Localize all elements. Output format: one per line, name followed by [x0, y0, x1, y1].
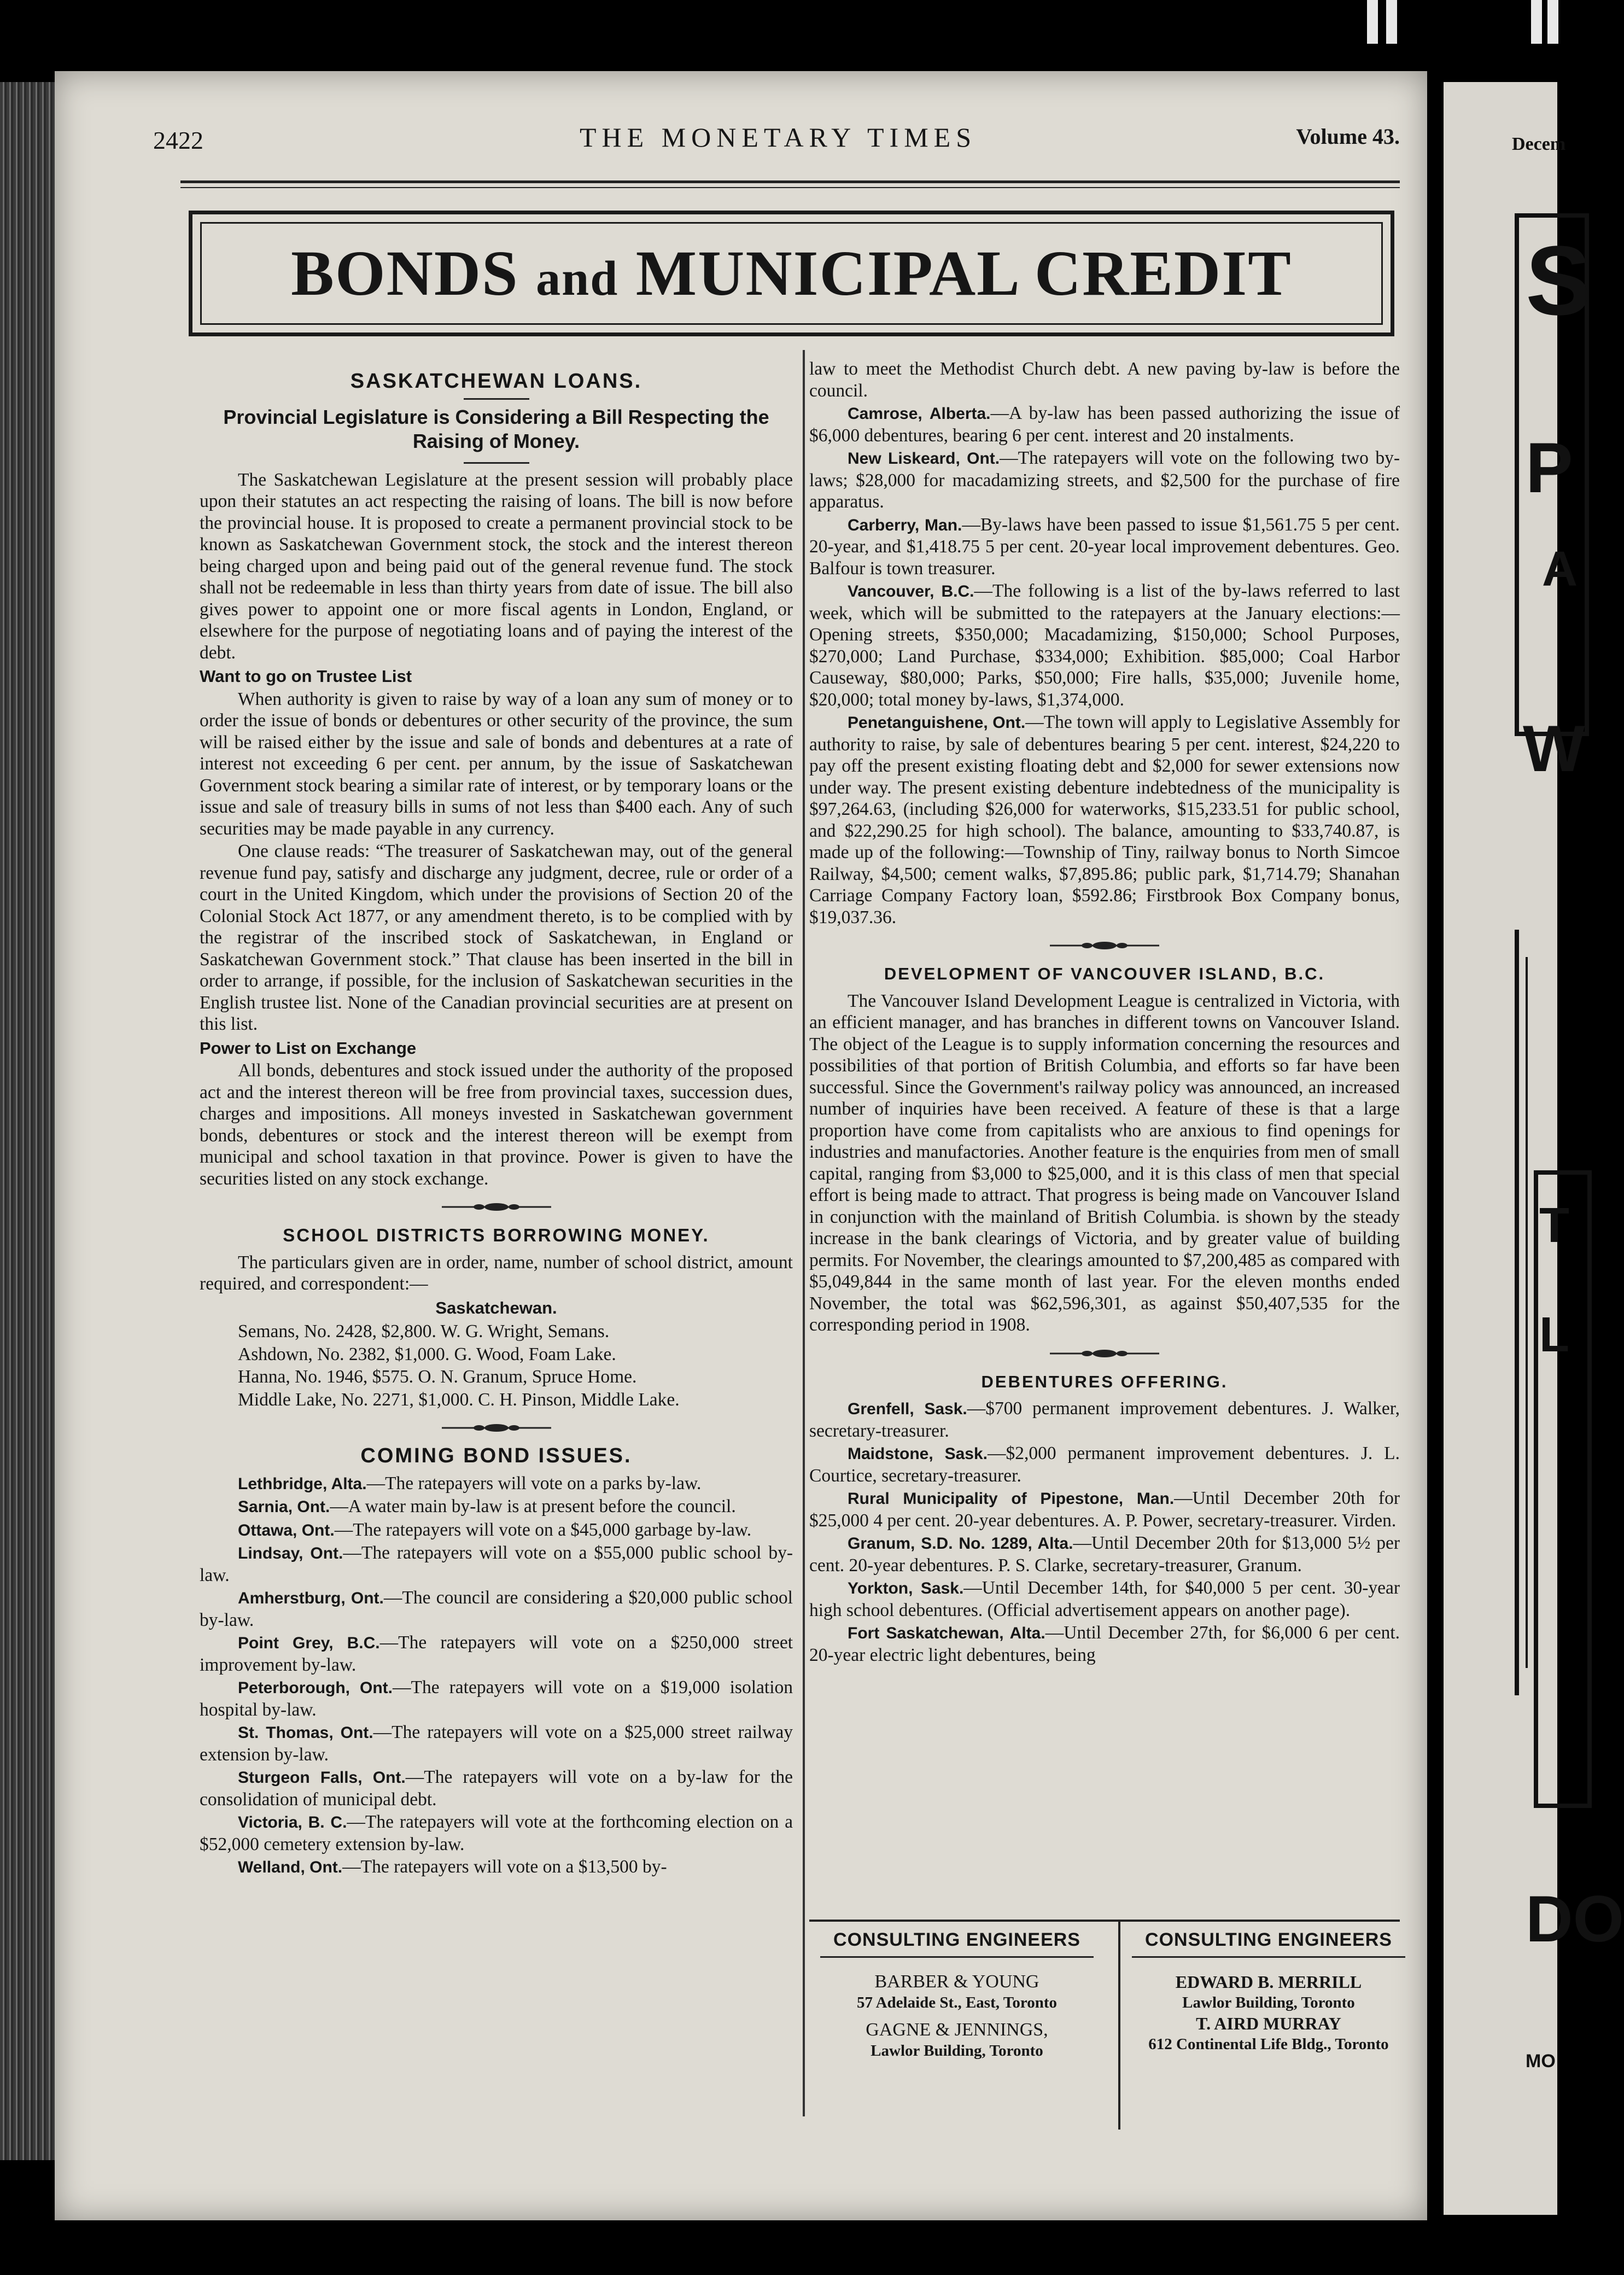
place-name: Penetanguishene, Ont. [848, 714, 1026, 732]
place-name: Grenfell, Sask. [848, 1400, 967, 1418]
ornament-divider [1050, 1348, 1159, 1359]
list-item [200, 1496, 793, 1518]
advertisement-cards [809, 1920, 1400, 2130]
adjacent-letter: A [1542, 542, 1578, 597]
place-name: Sturgeon Falls, Ont. [238, 1769, 406, 1787]
list-item [809, 1532, 1400, 1576]
paragraph: One clause reads: “The treasurer of Saskatchewan may, out of the general revenue fund pay, satisfy and discharge any judgment, decree, rule or order of a court in the United Kingdom, which under the provisions of Section 20 of the Colonial Stock Act 1877, or any amendment thereto, is to be complied with by the registrar of the inscribed stock of Saskatchewan, in England or Saskatchewan Government stock.” That clause has been inserted in the bill in order to arrange, if possible, for the inclusion of Saskatchewan securities in the English trustee list. None of the Canadian provincial securities are at present on this list. [200, 841, 793, 1034]
side-heading: Power to List on Exchange [200, 1038, 417, 1058]
paragraph: When authority is given to raise by way of a loan any sum of money or to order the issue of bonds or debentures or other security of the province, the sum will be raised either by the issue and sale of bonds and debentures at a rate of interest not exceeding 6 per cent. per annum, by the issue of Saskatchewan Government stock bearing a similar rate of interest, or by temporary loans or the issue and sale of treasury bills in sums of not less than $400 each. Any of such securities may be made payable in any currency. [200, 689, 793, 839]
place-name: Point Grey, B.C. [238, 1634, 380, 1652]
place-name: Rural Municipality of Pipestone, Man. [848, 1490, 1175, 1508]
section-title [291, 236, 1292, 311]
place-name: Victoria, B. C. [238, 1813, 347, 1831]
adjacent-rule [1515, 930, 1519, 1695]
heading-rule [464, 462, 529, 464]
title-word: MUNICIPAL CREDIT [635, 237, 1292, 309]
item-text: —The ratepayers will vote on a by-law for the consolidation of municipal debt. [200, 1767, 793, 1810]
place-name: Lindsay, Ont. [238, 1544, 343, 1562]
list-item [200, 1632, 793, 1676]
left-column [200, 361, 793, 1880]
firm-address: Lawlor Building, Toronto [871, 2042, 1043, 2060]
list-item: Hanna, No. 1946, $575. O. N. Granum, Spruce Home. [238, 1367, 637, 1387]
list-item [200, 1519, 793, 1542]
header-rule [180, 180, 1400, 183]
item-text: —$700 permanent improvement debentures. J. Walker, secretary-treasurer. [809, 1398, 1400, 1441]
adjacent-page [1444, 82, 1624, 2215]
item-text: —Until December 27th, for $6,000 6 per cent. 20-year electric light debentures, being [809, 1623, 1400, 1665]
paragraph: The Vancouver Island Development League is centralized in Victoria, with an efficient manager, and has branches in different towns on Vancouver Island. The object of the League is to supply information concerning the resources and possibilities of that portion of British Columbia, and efforts so far have been successful. Since the Government's railway policy was announced, an increased number of inquiries have been received. A feature of these is that a large proportion have come from capitalists who are anxious to find openings for industries and manufactories. Another feature is the enquiries from men of small capital, ranging from $3,000 to $25,000, and it is this class of men that special effort is being made to attract. That progress is being made on Vancouver Island in conjunction with the mainland of British Columbia. is shown by the steady increase in the bank clearings of Victoria, and by greater value of building permits. For November, the clearings amounted to $7,200,485 as compared with $5,049,844 in the same month of last year. For the eleven months ended November, the total was $62,596,301, as against $50,407,535 for the corresponding period in 1908. [809, 990, 1400, 1335]
place-name: Granum, S.D. No. 1289, Alta. [848, 1535, 1073, 1553]
firm-address: 612 Continental Life Bldg., Toronto [1148, 2035, 1389, 2053]
place-name: Yorkton, Sask. [848, 1579, 964, 1597]
place-name: Ottawa, Ont. [238, 1521, 335, 1539]
list-item [809, 402, 1400, 446]
right-column [809, 358, 1400, 1667]
adjacent-letter: MO [1526, 2051, 1556, 2072]
item-text: —The ratepayers will vote on a parks by-law. [366, 1473, 702, 1494]
adjacent-letter: DO [1526, 1882, 1624, 1956]
card-heading: CONSULTING ENGINEERS [833, 1929, 1080, 1950]
article-heading: DEVELOPMENT OF VANCOUVER ISLAND, B.C. [884, 964, 1325, 983]
list-item [809, 1443, 1400, 1486]
ornament-divider [442, 1201, 551, 1212]
card-rule [820, 1956, 1094, 1958]
item-text: —The ratepayers will vote on a $19,000 isolation hospital by-law. [200, 1677, 793, 1720]
item-text: —The council are considering a $20,000 public school by-law. [200, 1588, 793, 1630]
item-text: —The ratepayers will vote on a $45,000 garbage by-law. [334, 1519, 752, 1540]
adjacent-letter: S [1526, 226, 1592, 336]
item-text: —$2,000 permanent improvement debentures. J. L. Courtice, secretary-treasurer. [809, 1443, 1400, 1486]
title-word: BONDS [291, 237, 519, 309]
list-item [809, 1622, 1400, 1666]
card-rule [1132, 1956, 1405, 1958]
engineer-card [809, 1929, 1105, 2061]
list-item [200, 1766, 793, 1810]
list-item [809, 580, 1400, 710]
volume-label: Volume 43. [1296, 124, 1400, 149]
place-name: Amherstburg, Ont. [238, 1589, 384, 1607]
adjacent-box [1534, 1170, 1592, 1808]
paragraph: law to meet the Methodist Church debt. A new paving by-law is before the council. [809, 359, 1400, 401]
firm-name: BARBER & YOUNG [874, 1971, 1039, 1992]
article-heading: SASKATCHEWAN LOANS. [350, 370, 642, 393]
adjacent-letter: W [1523, 712, 1585, 785]
list-item: Middle Lake, No. 2271, $1,000. C. H. Pinson, Middle Lake. [238, 1389, 680, 1410]
list-item [200, 1473, 793, 1495]
paragraph: All bonds, debentures and stock issued under the authority of the proposed act and the interest thereon will be free from provincial taxes, succession dues, charges and impositions. All moneys invested in Saskatchewan government bonds, debentures or stock and the interest thereon will be exempt from municipal and school taxation in that province. Power is given to have the securities listed on any stock exchange. [200, 1060, 793, 1189]
scan-marker [1531, 0, 1542, 44]
item-text: —The ratepayers will vote on a $25,000 street railway extension by-law. [200, 1722, 793, 1765]
article-heading: SCHOOL DISTRICTS BORROWING MONEY. [283, 1225, 710, 1245]
place-name: Vancouver, B.C. [848, 582, 974, 600]
list-item [809, 1398, 1400, 1442]
title-word: and [536, 252, 619, 306]
item-text: —The ratepayers will vote on a $55,000 public school by-law. [200, 1543, 793, 1585]
scan-marker [1547, 0, 1558, 44]
firm-name: GAGNE & JENNINGS, [866, 2020, 1048, 2040]
side-heading: Want to go on Trustee List [200, 667, 412, 686]
column-divider [803, 350, 805, 2116]
firm-name: EDWARD B. MERRILL [1175, 1972, 1362, 1992]
article-heading: DEBENTURES OFFERING. [981, 1372, 1228, 1391]
item-text: —By-laws have been passed to issue $1,561.75 5 per cent. 20-year, and $1,418.75 5 per cent. 20-year local improvement debentures. Geo. Balfour is town treasurer. [809, 514, 1400, 579]
article-heading: COMING BOND ISSUES. [360, 1444, 632, 1467]
list-item [809, 1488, 1400, 1531]
place-name: New Liskeard, Ont. [848, 450, 1000, 468]
list-item [200, 1542, 793, 1586]
engineer-card [1121, 1929, 1416, 2054]
heading-rule [464, 398, 529, 400]
item-text: —The ratepayers will vote at the forthcoming election on a $52,000 cemetery extension by-law. [200, 1812, 793, 1854]
header-rule [180, 187, 1400, 188]
page-header [153, 122, 1400, 159]
place-name: Peterborough, Ont. [238, 1679, 393, 1697]
adjacent-header: Decem [1512, 134, 1566, 154]
firm-address: 57 Adelaide St., East, Toronto [856, 1994, 1058, 2011]
scan-marker [1386, 0, 1397, 44]
ornament-divider [1050, 940, 1159, 951]
ornament-divider [442, 1422, 551, 1433]
place-name: Lethbridge, Alta. [238, 1474, 367, 1493]
item-text: —A water main by-law is at present before the council. [330, 1496, 736, 1516]
section-title-box [189, 211, 1394, 336]
list-item: Ashdown, No. 2382, $1,000. G. Wood, Foam Lake. [238, 1344, 616, 1364]
item-text: —The following is a list of the by-laws referred to last week, which will be submitted to the ratepayers at the January elections:—Opening streets, $350,000; Macadamizing, $150,000; School Purposes, $270,000; Land Purchase, $334,000; Exhibition. $85,000; Coal Harbor Causeway, $80,000; Parks, $50,000; Fire halls, $35,000; Juvenile home, $20,000; total money by-laws, $1,374,000. [809, 581, 1400, 710]
paragraph: The Saskatchewan Legislature at the present session will probably place upon their statutes an act respecting the raising of loans. The bill is now before the provincial house. It is proposed to create a permanent provincial stock to be known as Saskatchewan Government stock, the stock and the interest thereon being charged upon and being paid out of the general revenue fund. The stock shall not be redeemable in less than thirty years from date of issue. The bill also gives power to appoint one or more fiscal agents in London, England, or elsewhere for the purpose of negotiating loans and of paying the interest of the debt. [200, 469, 793, 663]
item-text: —Until December 20th for $25,000 4 per cent. 20-year debentures. A. P. Power, secretary-treasurer. Virden. [809, 1488, 1400, 1531]
card-heading: CONSULTING ENGINEERS [1145, 1929, 1392, 1950]
list-item [809, 711, 1400, 928]
list-item [200, 1811, 793, 1855]
province-heading: Saskatchewan. [435, 1298, 557, 1317]
list-item [200, 1587, 793, 1631]
list-item [809, 1577, 1400, 1621]
firm-name: T. AIRD MURRAY [1196, 2014, 1341, 2033]
adjacent-letter: T [1539, 1198, 1569, 1253]
book-edge [0, 82, 60, 2160]
page-number: 2422 [153, 126, 203, 154]
firm-address: Lawlor Building, Toronto [1182, 1994, 1355, 2011]
list-item [200, 1722, 793, 1765]
list-item: Semans, No. 2428, $2,800. W. G. Wright, Semans. [238, 1321, 610, 1341]
item-text: —The ratepayers will vote on a $250,000 street improvement by-law. [200, 1632, 793, 1675]
place-name: Sarnia, Ont. [238, 1498, 330, 1516]
masthead: THE MONETARY TIMES [580, 122, 977, 153]
list-item [809, 447, 1400, 513]
paragraph: The particulars given are in order, name, number of school district, amount required, and correspondent:— [200, 1252, 793, 1294]
adjacent-letter: L [1539, 1308, 1569, 1362]
place-name: Welland, Ont. [238, 1858, 343, 1876]
scan-marker [1367, 0, 1378, 44]
article-subheading: Provincial Legislature is Considering a Bill Respecting the Raising of Money. [223, 405, 769, 452]
place-name: Fort Saskatchewan, Alta. [848, 1624, 1045, 1642]
card-divider [1118, 1922, 1120, 2130]
list-item [200, 1677, 793, 1720]
place-name: Maidstone, Sask. [848, 1445, 988, 1463]
item-text: —Until December 20th for $13,000 5½ per cent. 20-year debentures. P. S. Clarke, secretary-treasurer, Granum. [809, 1533, 1400, 1576]
adjacent-letter: P [1526, 428, 1573, 508]
item-text: —The ratepayers will vote on a $13,500 by- [342, 1857, 667, 1877]
place-name: Camrose, Alberta. [848, 405, 991, 423]
item-text: —The town will apply to Legislative Assembly for authority to raise, by sale of debentures bearing 5 per cent. interest, $24,220 to pay off the present existing floating debt and $2,000 for sewer extensions now under way. The present existing debenture indebtedness of the municipality is $97,264.63, (including $26,000 for waterworks, $15,233.51 for public school, and $22,290.25 for high school). The balance, amounting to $33,740.87, is made up of the following:—Township of Tiny, railway bonus to North Simcoe Railway, $4,500; cement walks, $7,895.86; public park, $1,714.79; Shanahan Carriage Company Factory loan, $592.86; Firstbrook Box Company bonus, $19,037.36. [809, 712, 1400, 928]
list-item [200, 1856, 793, 1879]
adjacent-rule [1526, 957, 1528, 1668]
list-item [809, 514, 1400, 580]
item-text: —Until December 14th, for $40,000 5 per cent. 30-year high school debentures. (Official advertisement appears on another page). [809, 1578, 1400, 1620]
item-text: —The ratepayers will vote on the following two by-laws; $28,000 for macadamizing streets, and $2,500 for the purchase of fire apparatus. [809, 448, 1400, 512]
place-name: St. Thomas, Ont. [238, 1724, 373, 1742]
item-text: —A by-law has been passed authorizing the issue of $6,000 debentures, bearing 6 per cent. interest and 20 instalments. [809, 403, 1400, 446]
place-name: Carberry, Man. [848, 516, 962, 534]
